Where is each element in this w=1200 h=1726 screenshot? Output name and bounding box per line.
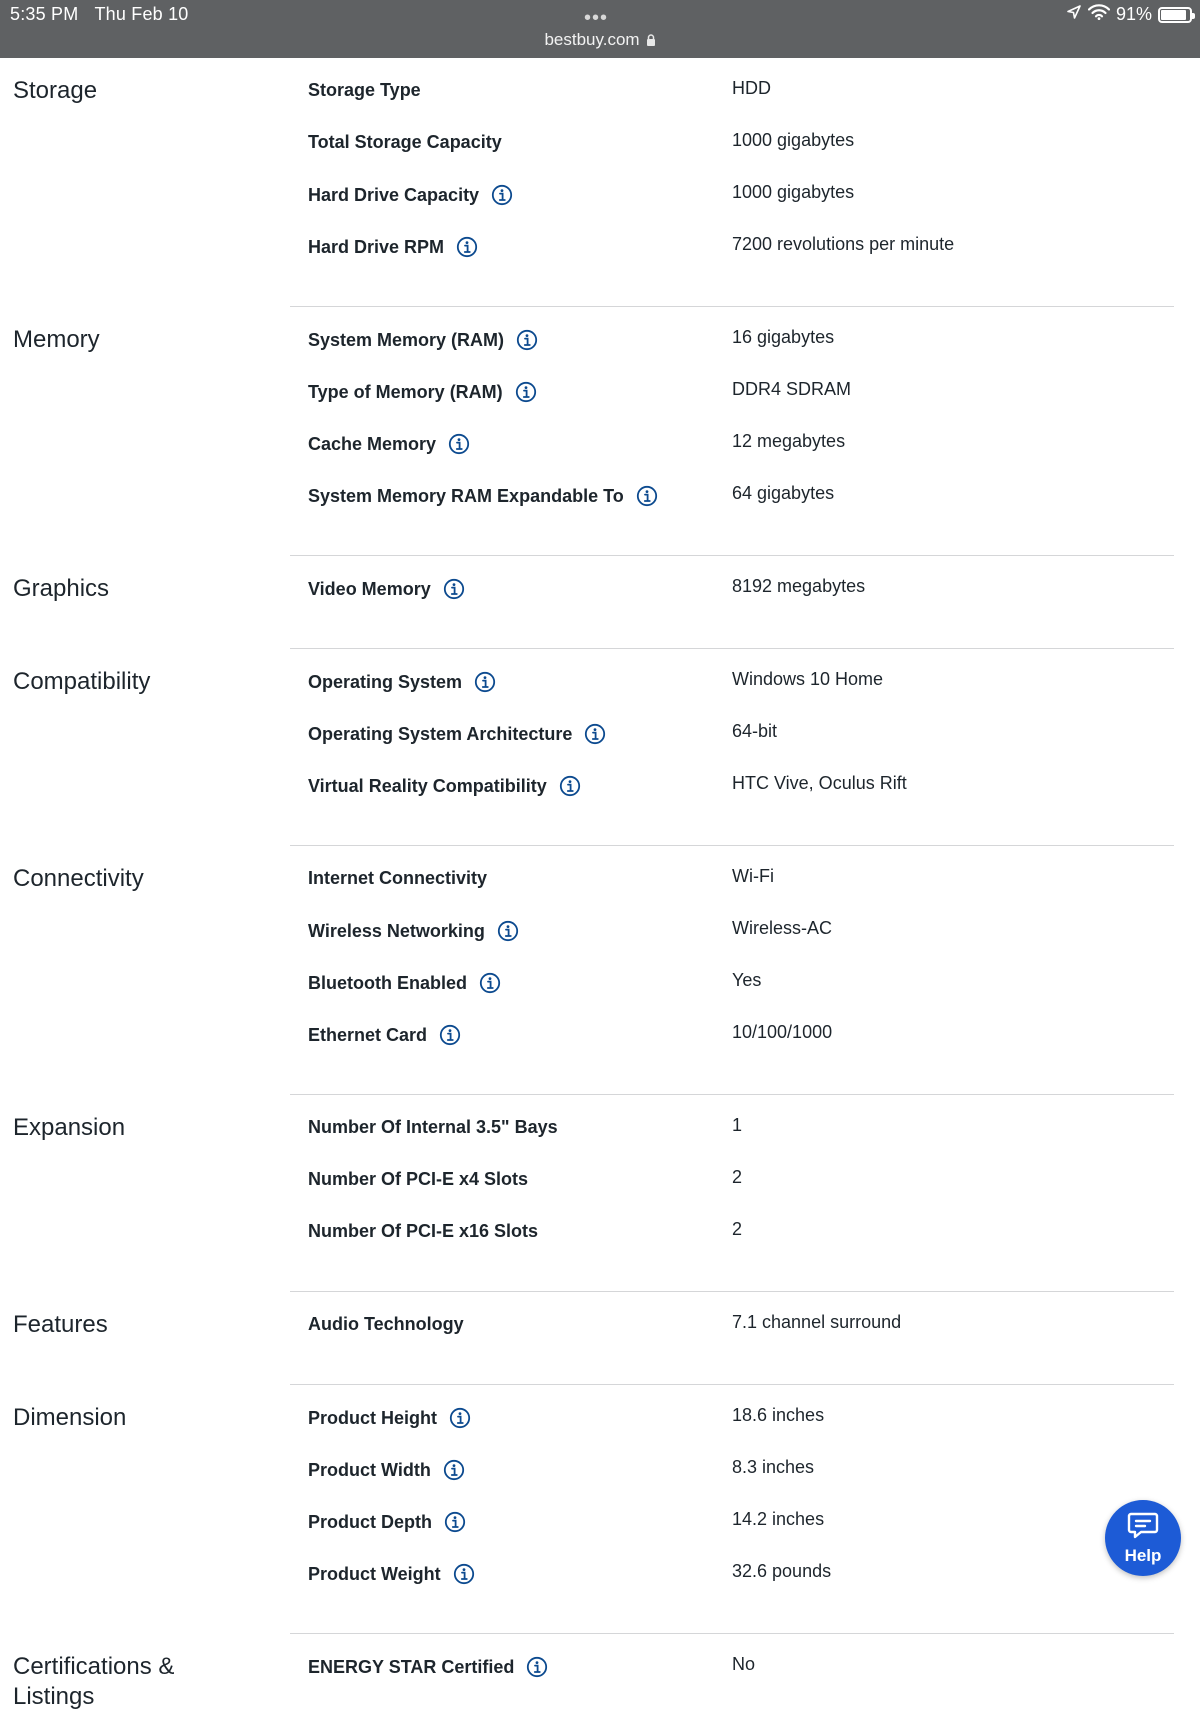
status-indicators (1066, 4, 1192, 25)
spec-rows (290, 1095, 1174, 1292)
spec-name (290, 1165, 732, 1190)
spec-section-memory (0, 307, 1200, 556)
spec-name-label: Product Depth (308, 1511, 432, 1532)
spec-rows (290, 58, 1174, 307)
date: Thu Feb 10 (94, 4, 189, 24)
spec-value: 8.3 inches (732, 1457, 815, 1477)
spec-row (290, 481, 1174, 533)
spec-name-label: Cache Memory (308, 433, 437, 454)
spec-value: Yes (732, 970, 762, 990)
spec-value: 14.2 inches (732, 1509, 825, 1529)
section-title: Dimension (13, 1404, 127, 1431)
spec-name (290, 128, 732, 153)
spec-name (290, 864, 732, 889)
spec-name-label: Number Of PCI-E x16 Slots (308, 1221, 539, 1241)
section-title: Connectivity (13, 865, 144, 892)
spec-name (290, 232, 732, 258)
spec-section-graphics (0, 556, 1200, 649)
spec-row (290, 1652, 1174, 1704)
spec-name (290, 968, 732, 994)
spec-value: 2 (732, 1167, 743, 1187)
spec-name-label: Video Memory (308, 578, 431, 599)
info-icon[interactable] (584, 723, 606, 745)
spec-value: 7200 revolutions per minute (732, 234, 955, 254)
info-icon[interactable] (516, 329, 538, 351)
spec-section-features (0, 1292, 1200, 1385)
spec-name (290, 667, 732, 693)
spec-value: 1000 gigabytes (732, 182, 855, 202)
spec-row (290, 1113, 1174, 1165)
spec-row (290, 574, 1174, 626)
spec-section-certifications-listings (0, 1634, 1200, 1726)
section-title: Storage (13, 77, 98, 104)
spec-value: 18.6 inches (732, 1405, 825, 1425)
spec-row (290, 1020, 1174, 1072)
spec-value: HTC Vive, Oculus Rift (732, 773, 907, 793)
spec-name (290, 1559, 732, 1585)
spec-name (290, 180, 732, 206)
spec-section-compatibility (0, 649, 1200, 846)
spec-row (290, 76, 1174, 128)
spec-row (290, 916, 1174, 968)
spec-name-label: Ethernet Card (308, 1024, 428, 1045)
spec-row (290, 232, 1174, 284)
spec-rows (290, 307, 1174, 556)
spec-row (290, 325, 1174, 377)
spec-name (290, 429, 732, 455)
spec-name-label: Hard Drive Capacity (308, 184, 480, 205)
spec-row (290, 864, 1174, 916)
spec-name (290, 771, 732, 797)
spec-row (290, 1310, 1174, 1362)
status-time (10, 4, 205, 25)
section-title: Memory (13, 326, 100, 353)
info-icon[interactable] (515, 381, 537, 403)
spec-rows (290, 649, 1174, 846)
spec-section-expansion (0, 1095, 1200, 1292)
spec-row (290, 1507, 1174, 1559)
spec-section-storage (0, 58, 1200, 307)
spec-row (290, 1559, 1174, 1611)
spec-rows (290, 846, 1174, 1095)
spec-name (290, 574, 732, 600)
spec-name (290, 1217, 732, 1242)
spec-value: 16 gigabytes (732, 327, 835, 347)
spec-rows (290, 556, 1174, 649)
wifi-icon (1088, 4, 1110, 25)
status-bar (0, 0, 1200, 58)
spec-value: 64 gigabytes (732, 483, 835, 503)
spec-name-label: Bluetooth Enabled (308, 972, 467, 993)
spec-value: 1000 gigabytes (732, 130, 855, 150)
section-title: Expansion (13, 1114, 126, 1141)
spec-row (290, 377, 1174, 429)
spec-row (290, 180, 1174, 232)
spec-name-label: Virtual Reality Compatibility (308, 775, 547, 796)
spec-value: 1 (732, 1115, 743, 1135)
spec-value: Wireless-AC (732, 918, 833, 938)
info-icon[interactable] (479, 972, 501, 994)
specifications-list (0, 58, 1200, 1726)
address-bar[interactable] (0, 30, 1200, 50)
info-icon[interactable] (443, 578, 465, 600)
spec-name (290, 481, 732, 507)
spec-rows (290, 1385, 1174, 1634)
section-title: Graphics (13, 575, 110, 602)
spec-row (290, 771, 1174, 823)
spec-name (290, 1507, 732, 1533)
section-title: Certifications & Listings (13, 1653, 175, 1710)
section-title: Features (13, 1311, 108, 1338)
spec-name (290, 377, 732, 403)
spec-name-label: Product Weight (308, 1563, 441, 1584)
spec-section-connectivity (0, 846, 1200, 1095)
spec-row (290, 968, 1174, 1020)
info-icon[interactable] (439, 1024, 461, 1046)
spec-name (290, 1455, 732, 1481)
spec-name (290, 916, 732, 942)
spec-name (290, 1403, 732, 1429)
clock: 5:35 PM (10, 4, 79, 24)
spec-row (290, 1455, 1174, 1507)
spec-name-label: Operating System Architecture (308, 723, 573, 744)
help-label: Help (1124, 1545, 1162, 1565)
location-icon (1066, 4, 1082, 25)
spec-name-label: Number Of PCI-E x4 Slots (308, 1169, 529, 1189)
lock-icon (646, 34, 656, 46)
info-icon[interactable] (449, 1407, 471, 1429)
spec-name-label: System Memory RAM Expandable To (308, 485, 624, 506)
spec-name-label: Operating System (308, 671, 463, 692)
spec-rows (290, 1634, 1174, 1726)
spec-name-label: Product Height (308, 1407, 437, 1428)
spec-name-label: Audio Technology (308, 1314, 464, 1334)
tab-options-icon[interactable]: ••• (584, 7, 609, 29)
battery-icon (1158, 7, 1192, 23)
spec-row (290, 1165, 1174, 1217)
spec-rows (290, 1292, 1174, 1385)
spec-value: 32.6 pounds (732, 1561, 832, 1581)
chat-icon (1127, 1511, 1159, 1544)
spec-section-dimension (0, 1385, 1200, 1634)
spec-name (290, 1310, 732, 1335)
spec-name (290, 76, 732, 101)
info-icon[interactable] (526, 1656, 548, 1678)
spec-name (290, 1113, 732, 1138)
spec-row (290, 429, 1174, 481)
spec-value: 12 megabytes (732, 431, 846, 451)
spec-name-label: ENERGY STAR Certified (308, 1656, 515, 1677)
spec-value: 64-bit (732, 721, 778, 741)
spec-name-label: Product Width (308, 1459, 431, 1480)
battery-percent: 91% (1115, 4, 1152, 24)
spec-row (290, 719, 1174, 771)
info-icon[interactable] (448, 433, 470, 455)
spec-value: 10/100/1000 (732, 1022, 833, 1042)
spec-value: 2 (732, 1219, 743, 1239)
info-icon[interactable] (636, 485, 658, 507)
info-icon[interactable] (456, 236, 478, 258)
spec-row (290, 1217, 1174, 1269)
spec-row (290, 128, 1174, 180)
spec-name (290, 325, 732, 351)
spec-name-label: Total Storage Capacity (308, 132, 502, 152)
spec-name-label: Internet Connectivity (308, 868, 488, 888)
spec-value: 7.1 channel surround (732, 1312, 902, 1332)
spec-value: Windows 10 Home (732, 669, 884, 689)
spec-name (290, 719, 732, 745)
section-title: Compatibility (13, 668, 151, 695)
info-icon[interactable] (443, 1459, 465, 1481)
spec-name-label: Storage Type (308, 80, 421, 100)
spec-value: DDR4 SDRAM (732, 379, 852, 399)
spec-name-label: Type of Memory (RAM) (308, 381, 503, 402)
spec-name-label: Hard Drive RPM (308, 236, 445, 257)
url-text: bestbuy.com (544, 30, 640, 49)
spec-name-label: Wireless Networking (308, 920, 485, 941)
spec-name (290, 1652, 732, 1678)
info-icon[interactable] (491, 184, 513, 206)
spec-name-label: System Memory (RAM) (308, 329, 505, 350)
info-icon[interactable] (453, 1563, 475, 1585)
spec-value: HDD (732, 78, 771, 98)
info-icon[interactable] (497, 920, 519, 942)
spec-name (290, 1020, 732, 1046)
spec-value: No (732, 1654, 756, 1674)
info-icon[interactable] (559, 775, 581, 797)
info-icon[interactable] (474, 671, 496, 693)
spec-row (290, 1403, 1174, 1455)
spec-value: Wi-Fi (732, 866, 774, 886)
help-button[interactable] (1105, 1500, 1181, 1576)
info-icon[interactable] (444, 1511, 466, 1533)
spec-row (290, 667, 1174, 719)
spec-value: 8192 megabytes (732, 576, 866, 596)
spec-name-label: Number Of Internal 3.5" Bays (308, 1117, 558, 1137)
